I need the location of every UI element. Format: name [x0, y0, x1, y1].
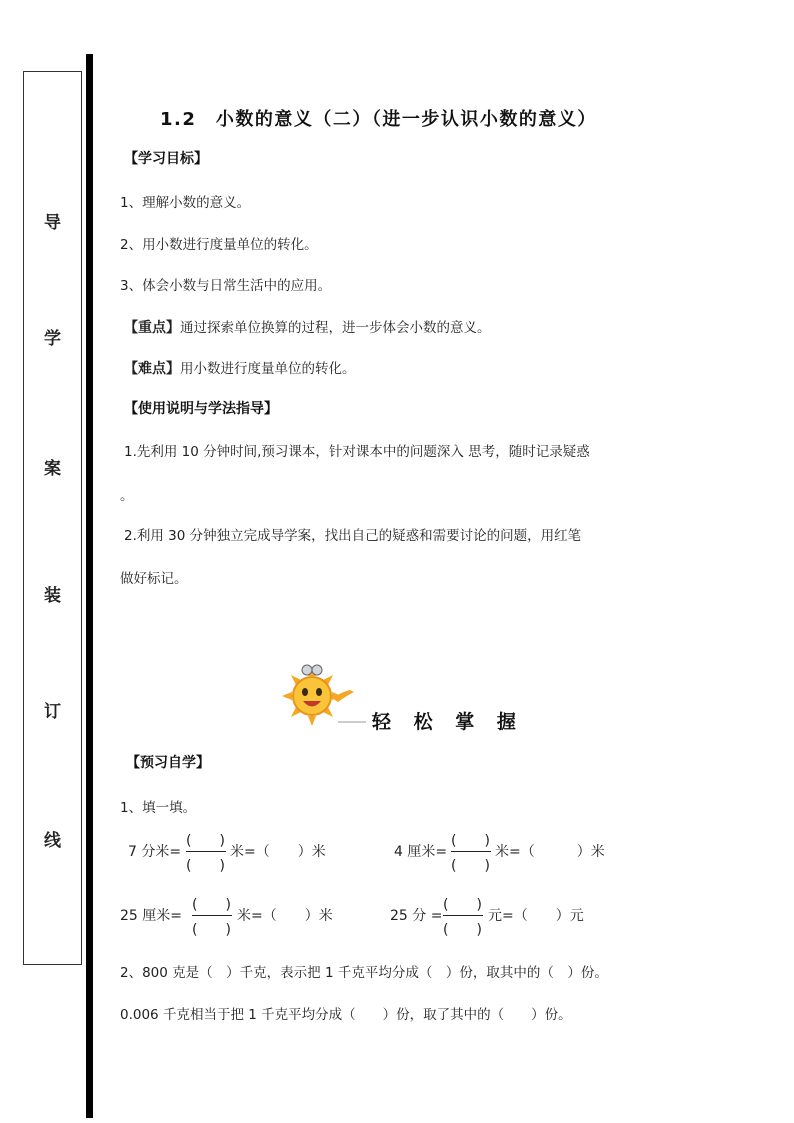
goal-item: 1、理解小数的意义。 — [120, 195, 251, 211]
guide-line: 1.先利用 10 分钟时间,预习课本，针对课本中的问题深入 思考，随时记录疑惑 — [124, 444, 590, 460]
eq-25cm-left: 25 厘米= — [120, 908, 182, 924]
section-title: 轻 松 掌 握 — [372, 711, 524, 733]
guide-heading: 【使用说明与学法指导】 — [124, 401, 278, 417]
sidebar-char: 装 — [44, 586, 61, 606]
eq-7dm-right: 米=（ ）米 — [230, 844, 326, 860]
sidebar-char: 线 — [44, 831, 61, 851]
fraction-bar — [192, 915, 232, 916]
fraction-blank — [451, 829, 491, 875]
fraction-blank — [186, 829, 226, 875]
sidebar-char: 导 — [44, 213, 61, 233]
fraction-bar — [186, 851, 226, 852]
numerator-blank: ( ) — [443, 897, 482, 913]
denominator-blank: ( ) — [192, 922, 231, 938]
sidebar-char: 案 — [44, 459, 61, 479]
denominator-blank: ( ) — [186, 858, 225, 874]
binding-bar — [86, 54, 93, 1118]
key-point — [124, 316, 491, 337]
goal-item: 2、用小数进行度量单位的转化。 — [120, 237, 318, 253]
page-title: 1.2 小数的意义（二）（进一步认识小数的意义） — [160, 109, 597, 130]
eq-4cm-right: 米=（ ）米 — [495, 844, 605, 860]
eq-7dm-left: 7 分米= — [128, 844, 182, 860]
numerator-blank: ( ) — [186, 833, 225, 849]
difficulty-label: 【难点】 — [124, 361, 180, 377]
denominator-blank: ( ) — [443, 922, 482, 938]
goals-heading: 【学习目标】 — [124, 151, 208, 167]
key-point-label: 【重点】 — [124, 320, 180, 336]
numerator-blank: ( ) — [192, 897, 231, 913]
eq-25cm-right: 米=（ ）米 — [237, 908, 333, 924]
numerator-blank: ( ) — [451, 833, 490, 849]
difficulty — [124, 357, 356, 378]
eq-25fen-right: 元=（ ）元 — [488, 908, 584, 924]
key-point-text: 通过探索单位换算的过程，进一步体会小数的意义。 — [180, 320, 491, 336]
fraction-blank — [192, 893, 232, 939]
guide-line-end: 。 — [120, 488, 134, 504]
guide-line-end: 做好标记。 — [120, 571, 188, 587]
fraction-bar — [451, 851, 491, 852]
question-3: 0.006 千克相当于把 1 千克平均分成（ ）份，取了其中的（ ）份。 — [120, 1007, 572, 1023]
sidebar-char: 学 — [44, 329, 61, 349]
sidebar-char: 订 — [44, 702, 61, 722]
fraction-bar — [443, 915, 483, 916]
eq-25fen-left: 25 分 = — [390, 908, 443, 924]
goal-item: 3、体会小数与日常生活中的应用。 — [120, 278, 332, 294]
preview-heading: 【预习自学】 — [126, 755, 210, 771]
fraction-blank — [443, 893, 483, 939]
sun-mascot-icon — [280, 662, 368, 728]
binding-margin-box — [23, 71, 82, 965]
eq-4cm-left: 4 厘米= — [394, 844, 448, 860]
question-1-label: 1、填一填。 — [120, 800, 197, 816]
difficulty-text: 用小数进行度量单位的转化。 — [180, 361, 356, 377]
question-2: 2、800 克是（ ）千克，表示把 1 千克平均分成（ ）份，取其中的（ ）份。 — [120, 965, 608, 981]
denominator-blank: ( ) — [451, 858, 490, 874]
guide-line: 2.利用 30 分钟独立完成导学案，找出自己的疑惑和需要讨论的问题，用红笔 — [124, 528, 582, 544]
